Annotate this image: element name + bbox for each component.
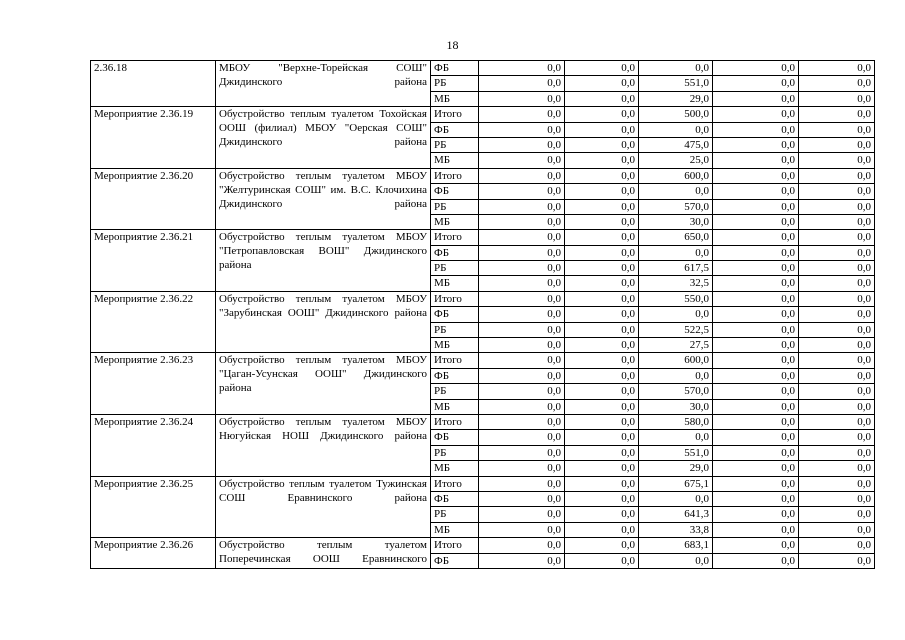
funding-source: ФБ [431, 184, 479, 199]
amount-cell: 0,0 [565, 538, 639, 553]
amount-cell: 0,0 [799, 91, 875, 106]
amount-cell: 0,0 [565, 107, 639, 122]
amount-cell: 522,5 [639, 322, 713, 337]
amount-cell: 0,0 [565, 399, 639, 414]
amount-cell: 0,0 [565, 276, 639, 291]
amount-cell: 641,3 [639, 507, 713, 522]
amount-cell: 0,0 [713, 153, 799, 168]
amount-cell: 0,0 [565, 291, 639, 306]
amount-cell: 683,1 [639, 538, 713, 553]
amount-cell: 0,0 [713, 137, 799, 152]
amount-cell: 0,0 [713, 430, 799, 445]
funding-source: ФБ [431, 553, 479, 568]
amount-cell: 0,0 [565, 153, 639, 168]
amount-cell: 0,0 [479, 445, 565, 460]
amount-cell: 0,0 [713, 245, 799, 260]
amount-cell: 0,0 [479, 322, 565, 337]
funding-source: РБ [431, 507, 479, 522]
amount-cell: 0,0 [713, 307, 799, 322]
amount-cell: 0,0 [799, 122, 875, 137]
measure-id: Мероприятие 2.36.25 [91, 476, 216, 538]
amount-cell: 0,0 [565, 137, 639, 152]
amount-cell: 0,0 [713, 553, 799, 568]
amount-cell: 0,0 [565, 414, 639, 429]
amount-cell: 0,0 [565, 184, 639, 199]
measure-description: Обустройство теплым туалетом Тужинская СОШ Еравнинского района [216, 476, 431, 538]
funding-source: ФБ [431, 368, 479, 383]
amount-cell: 0,0 [479, 491, 565, 506]
amount-cell: 0,0 [799, 261, 875, 276]
measure-id: Мероприятие 2.36.21 [91, 230, 216, 292]
funding-source: МБ [431, 91, 479, 106]
funding-source: Итого [431, 107, 479, 122]
amount-cell: 0,0 [639, 245, 713, 260]
amount-cell: 551,0 [639, 445, 713, 460]
amount-cell: 0,0 [639, 61, 713, 76]
funding-source: Итого [431, 230, 479, 245]
amount-cell: 675,1 [639, 476, 713, 491]
amount-cell: 0,0 [565, 214, 639, 229]
funding-source: Итого [431, 476, 479, 491]
funding-source: ФБ [431, 61, 479, 76]
amount-cell: 0,0 [565, 122, 639, 137]
amount-cell: 0,0 [565, 199, 639, 214]
budget-table [90, 60, 875, 569]
funding-source: РБ [431, 261, 479, 276]
amount-cell: 0,0 [799, 76, 875, 91]
amount-cell: 0,0 [639, 491, 713, 506]
amount-cell: 29,0 [639, 461, 713, 476]
amount-cell: 0,0 [479, 168, 565, 183]
amount-cell: 500,0 [639, 107, 713, 122]
amount-cell: 0,0 [713, 538, 799, 553]
amount-cell: 0,0 [479, 122, 565, 137]
amount-cell: 0,0 [713, 461, 799, 476]
amount-cell: 0,0 [565, 76, 639, 91]
amount-cell: 29,0 [639, 91, 713, 106]
amount-cell: 0,0 [799, 107, 875, 122]
amount-cell: 0,0 [799, 214, 875, 229]
amount-cell: 0,0 [799, 430, 875, 445]
amount-cell: 0,0 [479, 353, 565, 368]
measure-description: МБОУ "Верхне-Торейская СОШ" Джидинского района [216, 61, 431, 107]
funding-source: ФБ [431, 430, 479, 445]
measure-id: Мероприятие 2.36.20 [91, 168, 216, 230]
amount-cell: 0,0 [799, 137, 875, 152]
amount-cell: 0,0 [479, 522, 565, 537]
amount-cell: 0,0 [565, 353, 639, 368]
funding-source: МБ [431, 276, 479, 291]
amount-cell: 0,0 [479, 384, 565, 399]
funding-source: МБ [431, 338, 479, 353]
amount-cell: 0,0 [479, 507, 565, 522]
amount-cell: 0,0 [799, 553, 875, 568]
amount-cell: 0,0 [713, 199, 799, 214]
amount-cell: 550,0 [639, 291, 713, 306]
amount-cell: 0,0 [565, 507, 639, 522]
table-row [91, 414, 875, 429]
amount-cell: 600,0 [639, 353, 713, 368]
amount-cell: 0,0 [799, 445, 875, 460]
amount-cell: 0,0 [713, 122, 799, 137]
funding-source: ФБ [431, 245, 479, 260]
amount-cell: 0,0 [479, 307, 565, 322]
amount-cell: 0,0 [713, 476, 799, 491]
amount-cell: 0,0 [799, 384, 875, 399]
amount-cell: 0,0 [565, 322, 639, 337]
funding-source: РБ [431, 384, 479, 399]
amount-cell: 0,0 [713, 368, 799, 383]
amount-cell: 0,0 [479, 245, 565, 260]
amount-cell: 27,5 [639, 338, 713, 353]
amount-cell: 0,0 [565, 91, 639, 106]
funding-source: РБ [431, 137, 479, 152]
amount-cell: 0,0 [639, 553, 713, 568]
amount-cell: 0,0 [479, 553, 565, 568]
amount-cell: 0,0 [713, 353, 799, 368]
amount-cell: 0,0 [639, 122, 713, 137]
funding-source: МБ [431, 399, 479, 414]
funding-source: МБ [431, 461, 479, 476]
amount-cell: 0,0 [713, 414, 799, 429]
amount-cell: 0,0 [479, 107, 565, 122]
table-row [91, 538, 875, 553]
amount-cell: 0,0 [799, 322, 875, 337]
measure-description: Обустройство теплым туалетом Поперечинская ООШ Еравнинского [216, 538, 431, 569]
amount-cell: 0,0 [639, 368, 713, 383]
amount-cell: 0,0 [799, 153, 875, 168]
amount-cell: 0,0 [799, 522, 875, 537]
funding-source: МБ [431, 153, 479, 168]
amount-cell: 0,0 [639, 430, 713, 445]
amount-cell: 0,0 [479, 399, 565, 414]
funding-source: МБ [431, 522, 479, 537]
amount-cell: 0,0 [713, 168, 799, 183]
amount-cell: 0,0 [479, 538, 565, 553]
amount-cell: 0,0 [479, 276, 565, 291]
amount-cell: 0,0 [479, 61, 565, 76]
amount-cell: 0,0 [799, 276, 875, 291]
amount-cell: 0,0 [479, 338, 565, 353]
amount-cell: 0,0 [479, 214, 565, 229]
measure-description: Обустройство теплым туалетом МБОУ "Зарубинская ООШ" Джидинского района [216, 291, 431, 353]
funding-source: РБ [431, 445, 479, 460]
amount-cell: 0,0 [565, 384, 639, 399]
amount-cell: 0,0 [713, 214, 799, 229]
amount-cell: 0,0 [565, 61, 639, 76]
amount-cell: 0,0 [639, 307, 713, 322]
amount-cell: 0,0 [565, 261, 639, 276]
funding-source: Итого [431, 353, 479, 368]
funding-source: Итого [431, 414, 479, 429]
amount-cell: 0,0 [799, 307, 875, 322]
table-row [91, 107, 875, 122]
amount-cell: 0,0 [713, 230, 799, 245]
amount-cell: 0,0 [479, 368, 565, 383]
measure-description: Обустройство теплым туалетом МБОУ Нюгуйская НОШ Джидинского района [216, 414, 431, 476]
amount-cell: 0,0 [799, 184, 875, 199]
amount-cell: 0,0 [713, 61, 799, 76]
amount-cell: 0,0 [565, 168, 639, 183]
amount-cell: 0,0 [565, 307, 639, 322]
amount-cell: 0,0 [799, 368, 875, 383]
amount-cell: 0,0 [713, 91, 799, 106]
measure-id: Мероприятие 2.36.19 [91, 107, 216, 169]
amount-cell: 0,0 [799, 414, 875, 429]
amount-cell: 0,0 [565, 445, 639, 460]
amount-cell: 0,0 [565, 491, 639, 506]
amount-cell: 475,0 [639, 137, 713, 152]
measure-id: 2.36.18 [91, 61, 216, 107]
amount-cell: 0,0 [713, 322, 799, 337]
amount-cell: 0,0 [479, 91, 565, 106]
measure-description: Обустройство теплым туалетом МБОУ "Петропавловская ВОШ" Джидинского района [216, 230, 431, 292]
measure-id: Мероприятие 2.36.22 [91, 291, 216, 353]
amount-cell: 0,0 [713, 522, 799, 537]
amount-cell: 32,5 [639, 276, 713, 291]
amount-cell: 0,0 [479, 476, 565, 491]
amount-cell: 0,0 [713, 76, 799, 91]
amount-cell: 0,0 [799, 491, 875, 506]
funding-source: РБ [431, 199, 479, 214]
table-row [91, 476, 875, 491]
amount-cell: 0,0 [799, 461, 875, 476]
amount-cell: 0,0 [565, 245, 639, 260]
table-row [91, 353, 875, 368]
amount-cell: 0,0 [479, 414, 565, 429]
amount-cell: 0,0 [713, 445, 799, 460]
amount-cell: 0,0 [565, 553, 639, 568]
amount-cell: 30,0 [639, 214, 713, 229]
amount-cell: 0,0 [479, 291, 565, 306]
amount-cell: 0,0 [479, 184, 565, 199]
amount-cell: 0,0 [799, 199, 875, 214]
funding-source: ФБ [431, 491, 479, 506]
amount-cell: 0,0 [479, 461, 565, 476]
amount-cell: 0,0 [713, 291, 799, 306]
measure-description: Обустройство теплым туалетом МБОУ "Цаган-Усунская ООШ" Джидинского района [216, 353, 431, 415]
funding-source: ФБ [431, 307, 479, 322]
amount-cell: 650,0 [639, 230, 713, 245]
measure-description: Обустройство теплым туалетом МБОУ "Желтуринская СОШ" им. В.С. Клочихина Джидинского района [216, 168, 431, 230]
funding-source: РБ [431, 322, 479, 337]
funding-source: Итого [431, 291, 479, 306]
amount-cell: 0,0 [713, 384, 799, 399]
amount-cell: 580,0 [639, 414, 713, 429]
amount-cell: 0,0 [479, 137, 565, 152]
funding-source: МБ [431, 214, 479, 229]
amount-cell: 0,0 [799, 507, 875, 522]
amount-cell: 0,0 [799, 476, 875, 491]
amount-cell: 0,0 [479, 153, 565, 168]
amount-cell: 25,0 [639, 153, 713, 168]
amount-cell: 0,0 [799, 245, 875, 260]
amount-cell: 0,0 [565, 522, 639, 537]
amount-cell: 33,8 [639, 522, 713, 537]
amount-cell: 0,0 [799, 538, 875, 553]
amount-cell: 0,0 [565, 461, 639, 476]
amount-cell: 0,0 [565, 338, 639, 353]
table-row [91, 61, 875, 76]
amount-cell: 570,0 [639, 384, 713, 399]
amount-cell: 0,0 [713, 184, 799, 199]
amount-cell: 0,0 [713, 338, 799, 353]
amount-cell: 0,0 [479, 76, 565, 91]
amount-cell: 0,0 [799, 291, 875, 306]
table-row [91, 168, 875, 183]
funding-source: Итого [431, 538, 479, 553]
amount-cell: 0,0 [799, 230, 875, 245]
amount-cell: 570,0 [639, 199, 713, 214]
table-row [91, 230, 875, 245]
amount-cell: 0,0 [799, 168, 875, 183]
table-row [91, 291, 875, 306]
amount-cell: 30,0 [639, 399, 713, 414]
amount-cell: 0,0 [479, 230, 565, 245]
amount-cell: 551,0 [639, 76, 713, 91]
amount-cell: 0,0 [799, 61, 875, 76]
measure-id: Мероприятие 2.36.24 [91, 414, 216, 476]
funding-source: ФБ [431, 122, 479, 137]
amount-cell: 0,0 [565, 476, 639, 491]
amount-cell: 0,0 [713, 261, 799, 276]
amount-cell: 0,0 [799, 399, 875, 414]
amount-cell: 0,0 [799, 353, 875, 368]
amount-cell: 0,0 [713, 507, 799, 522]
amount-cell: 0,0 [639, 184, 713, 199]
page-number: 18 [446, 38, 459, 52]
amount-cell: 0,0 [565, 368, 639, 383]
amount-cell: 0,0 [479, 261, 565, 276]
funding-source: Итого [431, 168, 479, 183]
measure-id: Мероприятие 2.36.23 [91, 353, 216, 415]
measure-id: Мероприятие 2.36.26 [91, 538, 216, 569]
amount-cell: 0,0 [565, 230, 639, 245]
amount-cell: 617,5 [639, 261, 713, 276]
amount-cell: 0,0 [713, 276, 799, 291]
amount-cell: 0,0 [479, 430, 565, 445]
amount-cell: 600,0 [639, 168, 713, 183]
amount-cell: 0,0 [713, 399, 799, 414]
funding-source: РБ [431, 76, 479, 91]
amount-cell: 0,0 [799, 338, 875, 353]
amount-cell: 0,0 [479, 199, 565, 214]
measure-description: Обустройство теплым туалетом Тохойская ООШ (филиал) МБОУ "Оерская СОШ" Джидинского района [216, 107, 431, 169]
amount-cell: 0,0 [713, 491, 799, 506]
amount-cell: 0,0 [565, 430, 639, 445]
amount-cell: 0,0 [713, 107, 799, 122]
